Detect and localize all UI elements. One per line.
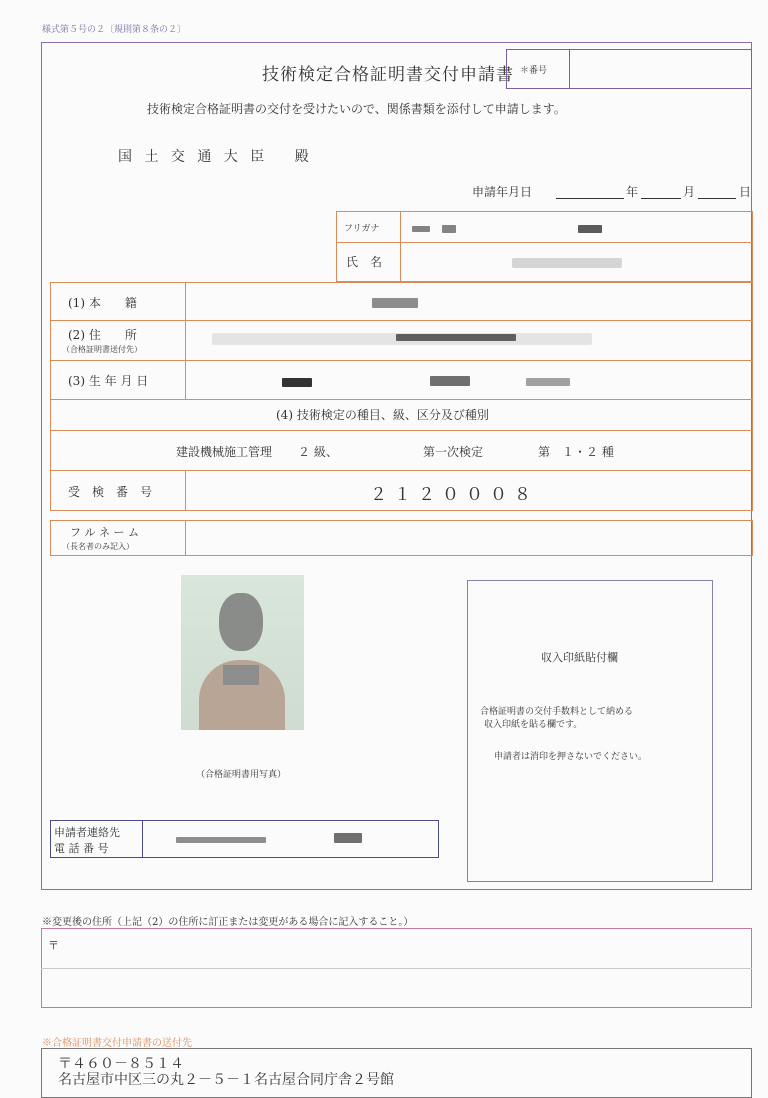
name-label: 氏 名 [346, 255, 383, 269]
category-kind: 建設機械施工管理 [176, 445, 273, 459]
details-table [50, 282, 753, 511]
postal-mark: 〒 [48, 939, 59, 952]
exam-no-value[interactable]: ２１２０００８ [370, 485, 538, 505]
birth-value[interactable] [282, 378, 312, 387]
send-to-label: ※合格証明書交付申請書の送付先 [42, 1038, 192, 1049]
fullname-sub: （長名者のみ記入） [62, 542, 134, 551]
stamp-note-3: 申請者は消印を押さないでください。 [494, 752, 648, 762]
applicant-photo [181, 575, 304, 730]
birth-label: (3) 生 年 月 日 [68, 374, 149, 388]
exam-no-label: 受 検 番 号 [68, 485, 153, 499]
furigana-label: フリガナ [344, 224, 380, 234]
new-address-field[interactable] [62, 932, 748, 964]
furigana-value[interactable] [412, 226, 430, 232]
category-grade: ２ 級、 [298, 445, 338, 459]
serial-label: ＊番号 [520, 66, 548, 76]
intro-text: 技術検定合格証明書の交付を受けたいので、関係書類を添付して申請します。 [147, 102, 566, 116]
change-note: ※変更後の住所（上記（2）の住所に訂正または変更がある場合に記入すること。） [42, 917, 414, 928]
stamp-note-2: 収入印紙を貼る欄です。 [484, 720, 583, 730]
phone-value[interactable] [176, 837, 266, 843]
form-number: 様式第５号の２〔規則第８条の２〕 [42, 25, 187, 35]
form-title: 技術検定合格証明書交付申請書 [262, 65, 514, 85]
date-year-field[interactable] [556, 198, 624, 199]
category-exam: 第一次検定 [423, 445, 484, 459]
date-label: 申請年月日 [472, 185, 533, 199]
honseki-label: (1) 本 籍 [68, 296, 137, 310]
name-block [336, 211, 753, 282]
address-label: (2) 住 所 [68, 328, 137, 342]
addressee: 国 土 交 通 大 臣 殿 [118, 149, 313, 165]
date-day-field[interactable] [698, 198, 736, 199]
honseki-value[interactable] [372, 298, 418, 308]
contact-label-1: 申請者連絡先 [54, 826, 120, 839]
revenue-stamp-box [467, 580, 713, 882]
fullname-field[interactable] [188, 523, 748, 553]
stamp-title: 収入印紙貼付欄 [541, 651, 618, 664]
stamp-note-1: 合格証明書の交付手数料として納める [480, 707, 634, 717]
photo-caption: （合格証明書用写真） [196, 770, 287, 780]
category-type: 第 １・２ 種 [538, 445, 614, 459]
address-sub: （合格証明書送付先） [62, 345, 142, 354]
contact-label-2: 電 話 番 号 [54, 842, 109, 855]
send-to-address: 名古屋市中区三の丸２－５－１名古屋合同庁舎２号館 [58, 1072, 394, 1088]
date-month-field[interactable] [641, 198, 681, 199]
category-header: (4) 技術検定の種目、級、区分及び種別 [276, 408, 489, 422]
name-value[interactable] [512, 258, 622, 268]
send-to-postal: 〒４６０－８５１４ [58, 1056, 184, 1072]
fullname-label: フ ル ネ ー ム [70, 526, 139, 539]
